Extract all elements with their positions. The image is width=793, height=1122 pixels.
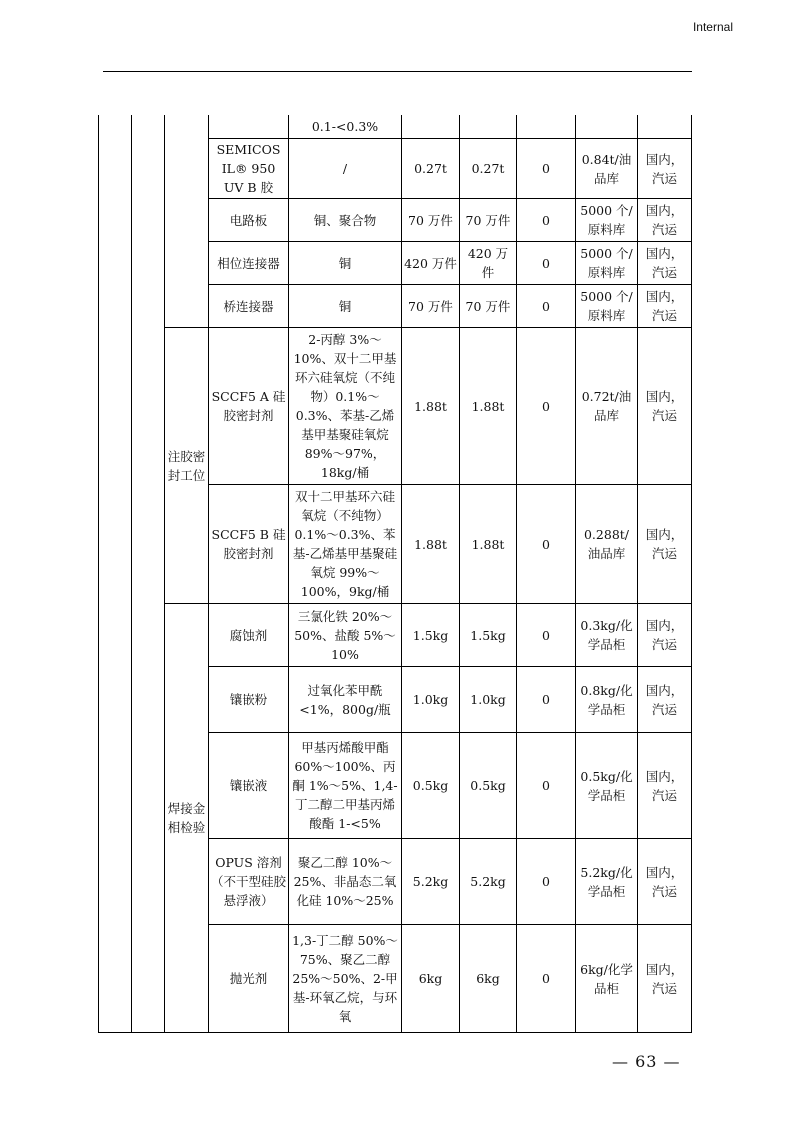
usage: 1.0kg xyxy=(402,667,460,733)
material-name: 相位连接器 xyxy=(209,242,289,285)
page-number: — 63 — xyxy=(612,1052,681,1071)
amount: 70 万件 xyxy=(460,199,517,242)
stock: 0 xyxy=(517,667,576,733)
usage: 70 万件 xyxy=(402,285,460,328)
group-label: 注胶密封工位 xyxy=(165,328,209,604)
composition: / xyxy=(289,139,402,199)
storage: 0.72t/油品库 xyxy=(576,328,638,485)
storage: 0.84t/油品库 xyxy=(576,139,638,199)
composition: 铜 xyxy=(289,285,402,328)
storage: 5000 个/原料库 xyxy=(576,199,638,242)
composition: 1,3-丁二醇 50%～75%、聚乙二醇 25%～50%、2-甲基-环氧乙烷，与环氧 xyxy=(289,925,402,1033)
usage: 5.2kg xyxy=(402,839,460,925)
composition: 三氯化铁 20%～50%、盐酸 5%～10% xyxy=(289,604,402,667)
amount: 70 万件 xyxy=(460,285,517,328)
usage xyxy=(402,115,460,139)
stock: 0 xyxy=(517,139,576,199)
table-row xyxy=(99,328,692,485)
source: 国内，汽运 xyxy=(638,733,692,839)
composition: 铜、聚合物 xyxy=(289,199,402,242)
material-name: 电路板 xyxy=(209,199,289,242)
source: 国内，汽运 xyxy=(638,667,692,733)
composition: 铜 xyxy=(289,242,402,285)
amount: 6kg xyxy=(460,925,517,1033)
usage: 1.88t xyxy=(402,485,460,604)
table-row xyxy=(99,115,692,139)
stock: 0 xyxy=(517,285,576,328)
col-a xyxy=(99,115,132,1033)
storage: 0.3kg/化学品柜 xyxy=(576,604,638,667)
amount: 1.88t xyxy=(460,485,517,604)
material-name: 抛光剂 xyxy=(209,925,289,1033)
source: 国内，汽运 xyxy=(638,242,692,285)
stock xyxy=(517,115,576,139)
stock: 0 xyxy=(517,485,576,604)
storage: 5000 个/原料库 xyxy=(576,242,638,285)
source: 国内，汽运 xyxy=(638,199,692,242)
storage: 6kg/化学品柜 xyxy=(576,925,638,1033)
material-name: SCCF5 A 硅胶密封剂 xyxy=(209,328,289,485)
usage: 1.5kg xyxy=(402,604,460,667)
amount: 1.5kg xyxy=(460,604,517,667)
source: 国内，汽运 xyxy=(638,285,692,328)
storage xyxy=(576,115,638,139)
amount: 5.2kg xyxy=(460,839,517,925)
source: 国内，汽运 xyxy=(638,485,692,604)
amount: 0.5kg xyxy=(460,733,517,839)
usage: 420 万件 xyxy=(402,242,460,285)
group-cell-empty xyxy=(165,115,209,328)
composition: 0.1-<0.3% xyxy=(289,115,402,139)
table-row xyxy=(99,604,692,667)
composition: 2-丙醇 3%～10%、双十二甲基环六硅氧烷（不纯物）0.1%～0.3%、苯基-乙烯基甲基聚硅氧烷 89%～97%，18kg/桶 xyxy=(289,328,402,485)
storage: 5000 个/原料库 xyxy=(576,285,638,328)
usage: 0.27t xyxy=(402,139,460,199)
storage: 5.2kg/化学品柜 xyxy=(576,839,638,925)
usage: 6kg xyxy=(402,925,460,1033)
amount: 1.0kg xyxy=(460,667,517,733)
material-name: SCCF5 B 硅胶密封剂 xyxy=(209,485,289,604)
usage: 1.88t xyxy=(402,328,460,485)
source: 国内，汽运 xyxy=(638,139,692,199)
storage: 0.8kg/化学品柜 xyxy=(576,667,638,733)
material-name xyxy=(209,115,289,139)
source xyxy=(638,115,692,139)
source: 国内，汽运 xyxy=(638,604,692,667)
col-b xyxy=(132,115,165,1033)
stock: 0 xyxy=(517,242,576,285)
stock: 0 xyxy=(517,328,576,485)
stock: 0 xyxy=(517,733,576,839)
material-name: 桥连接器 xyxy=(209,285,289,328)
composition: 双十二甲基环六硅氧烷（不纯物）0.1%～0.3%、苯基-乙烯基甲基聚硅氧烷 99%～100%，9kg/桶 xyxy=(289,485,402,604)
composition: 过氧化苯甲酰<1%，800g/瓶 xyxy=(289,667,402,733)
material-name: SEMICOS IL® 950 UV B 胶 xyxy=(209,139,289,199)
source: 国内，汽运 xyxy=(638,925,692,1033)
group-label: 焊接金相检验 xyxy=(165,604,209,1033)
source: 国内，汽运 xyxy=(638,328,692,485)
stock: 0 xyxy=(517,604,576,667)
stock: 0 xyxy=(517,839,576,925)
header-rule xyxy=(103,71,692,72)
internal-label: Internal xyxy=(692,20,733,34)
storage: 0.288t/油品库 xyxy=(576,485,638,604)
composition: 甲基丙烯酸甲酯 60%～100%、丙酮 1%～5%、1,4-丁二醇二甲基丙烯酸酯 1-<5% xyxy=(289,733,402,839)
amount: 420 万件 xyxy=(460,242,517,285)
source: 国内，汽运 xyxy=(638,839,692,925)
amount: 1.88t xyxy=(460,328,517,485)
material-name: 腐蚀剂 xyxy=(209,604,289,667)
material-name: OPUS 溶剂（不干型硅胶悬浮液） xyxy=(209,839,289,925)
usage: 0.5kg xyxy=(402,733,460,839)
usage: 70 万件 xyxy=(402,199,460,242)
amount xyxy=(460,115,517,139)
materials-table xyxy=(98,115,692,1033)
composition: 聚乙二醇 10%～25%、非晶态二氧化硅 10%～25% xyxy=(289,839,402,925)
stock: 0 xyxy=(517,199,576,242)
amount: 0.27t xyxy=(460,139,517,199)
storage: 0.5kg/化学品柜 xyxy=(576,733,638,839)
material-name: 镶嵌液 xyxy=(209,733,289,839)
material-name: 镶嵌粉 xyxy=(209,667,289,733)
stock: 0 xyxy=(517,925,576,1033)
